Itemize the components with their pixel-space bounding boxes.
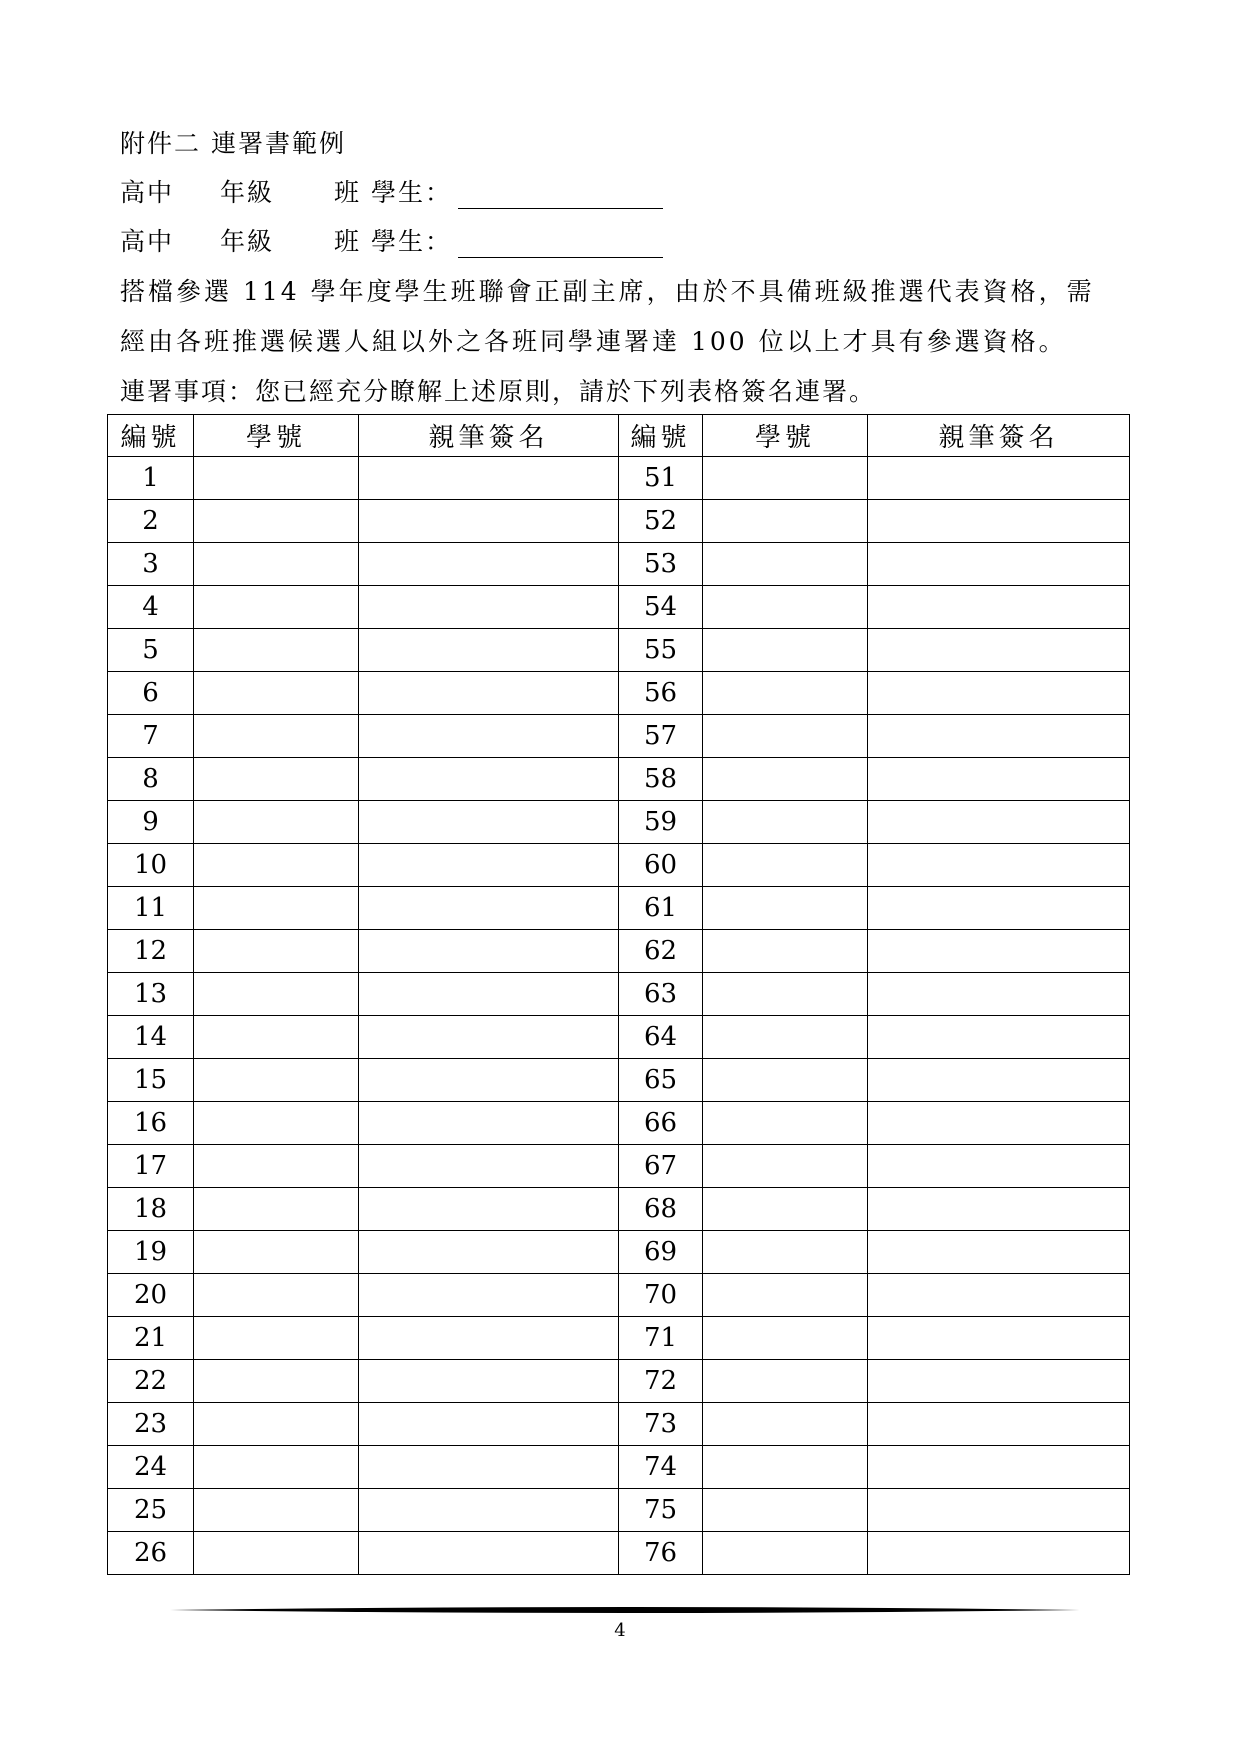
row-number: 22 [108,1360,194,1403]
student-id-cell[interactable] [703,1274,868,1317]
row-number: 18 [108,1188,194,1231]
signature-cell[interactable] [359,930,619,973]
row-number: 21 [108,1317,194,1360]
student-id-cell[interactable] [194,887,359,930]
student-id-cell[interactable] [703,457,868,500]
table-row [108,1317,1130,1360]
signature-cell[interactable] [868,930,1130,973]
table-row [108,1532,1130,1575]
row-number: 52 [619,500,703,543]
row-number: 67 [619,1145,703,1188]
signature-cell[interactable] [359,1317,619,1360]
signature-cell[interactable] [359,1489,619,1532]
table-row [108,1059,1130,1102]
row-number: 25 [108,1489,194,1532]
row-number: 11 [108,887,194,930]
row-number: 53 [619,543,703,586]
row-number: 13 [108,973,194,1016]
student-id-cell[interactable] [194,1231,359,1274]
signature-cell[interactable] [868,1446,1130,1489]
header-student-id: 學號 [194,415,359,457]
table-row [108,844,1130,887]
student-id-cell[interactable] [703,973,868,1016]
student-id-cell[interactable] [194,1489,359,1532]
student-line-2 [120,226,663,258]
paragraph-line-2: 經由各班推選候選人組以外之各班同學連署達 100 位以上才具有參選資格。 [120,327,1067,356]
row-number: 65 [619,1059,703,1102]
table-row [108,1102,1130,1145]
student-id-cell[interactable] [194,1317,359,1360]
signature-cell[interactable] [359,1145,619,1188]
student-id-cell[interactable] [194,672,359,715]
signature-cell[interactable] [359,629,619,672]
row-number: 7 [108,715,194,758]
signature-cell[interactable] [868,672,1130,715]
student-id-cell[interactable] [703,844,868,887]
row-number: 61 [619,887,703,930]
header-signature: 親筆簽名 [359,415,619,457]
signature-cell[interactable] [868,758,1130,801]
signature-cell[interactable] [868,1317,1130,1360]
student-id-cell[interactable] [703,758,868,801]
table-row [108,586,1130,629]
table-row [108,457,1130,500]
row-number: 55 [619,629,703,672]
table-row [108,801,1130,844]
row-number: 5 [108,629,194,672]
table-row [108,500,1130,543]
row-number: 3 [108,543,194,586]
header-number: 編號 [619,415,703,457]
signature-cell[interactable] [868,586,1130,629]
student-id-cell[interactable] [703,629,868,672]
student-label: 學生： [371,178,453,207]
student-id-cell[interactable] [703,887,868,930]
student-id-cell[interactable] [703,1446,868,1489]
student-label: 學生： [371,227,453,256]
signature-cell[interactable] [359,1403,619,1446]
row-number: 76 [619,1532,703,1575]
signature-cell[interactable] [868,1016,1130,1059]
signature-cell[interactable] [868,457,1130,500]
signature-cell[interactable] [359,1102,619,1145]
student-id-cell[interactable] [194,844,359,887]
row-number: 62 [619,930,703,973]
student-id-cell[interactable] [194,1446,359,1489]
row-number: 14 [108,1016,194,1059]
student-id-cell[interactable] [703,1489,868,1532]
student-id-cell[interactable] [703,1403,868,1446]
table-row [108,1489,1130,1532]
attachment-title: 附件二 連署書範例 [120,129,346,158]
signature-cell[interactable] [359,715,619,758]
student-id-cell[interactable] [194,500,359,543]
student-id-cell[interactable] [194,1403,359,1446]
student-id-cell[interactable] [703,1532,868,1575]
student-id-cell[interactable] [194,543,359,586]
signature-cell[interactable] [868,973,1130,1016]
signature-cell[interactable] [359,1360,619,1403]
signature-cell[interactable] [868,1231,1130,1274]
table-row [108,930,1130,973]
student-id-cell[interactable] [703,930,868,973]
student-id-cell[interactable] [703,715,868,758]
student-name-blank[interactable] [458,231,663,258]
row-number: 1 [108,457,194,500]
row-number: 56 [619,672,703,715]
table-row [108,1446,1130,1489]
student-id-cell[interactable] [194,1188,359,1231]
header-number: 編號 [108,415,194,457]
signature-cell[interactable] [359,1274,619,1317]
row-number: 8 [108,758,194,801]
row-number: 73 [619,1403,703,1446]
signature-cell[interactable] [359,1188,619,1231]
row-number: 68 [619,1188,703,1231]
table-row [108,1188,1130,1231]
row-number: 23 [108,1403,194,1446]
row-number: 15 [108,1059,194,1102]
table-row [108,715,1130,758]
signature-cell[interactable] [359,672,619,715]
student-id-cell[interactable] [194,930,359,973]
student-id-cell[interactable] [194,1360,359,1403]
signature-cell[interactable] [868,1188,1130,1231]
student-id-cell[interactable] [194,586,359,629]
signature-cell[interactable] [359,973,619,1016]
student-id-cell[interactable] [703,1188,868,1231]
table-row [108,1231,1130,1274]
row-number: 69 [619,1231,703,1274]
student-id-cell[interactable] [703,1145,868,1188]
student-id-cell[interactable] [194,1016,359,1059]
student-id-cell[interactable] [703,586,868,629]
student-id-cell[interactable] [194,1532,359,1575]
signature-cell[interactable] [868,1102,1130,1145]
signature-cell[interactable] [868,1403,1130,1446]
row-number: 6 [108,672,194,715]
header-signature: 親筆簽名 [868,415,1130,457]
row-number: 59 [619,801,703,844]
row-number: 12 [108,930,194,973]
table-row [108,1403,1130,1446]
student-name-blank[interactable] [458,182,663,209]
row-number: 24 [108,1446,194,1489]
signature-cell[interactable] [868,543,1130,586]
row-number: 70 [619,1274,703,1317]
signature-cell[interactable] [359,543,619,586]
student-id-cell[interactable] [703,1317,868,1360]
signature-cell[interactable] [868,500,1130,543]
row-number: 66 [619,1102,703,1145]
student-id-cell[interactable] [194,1102,359,1145]
student-id-cell[interactable] [703,1016,868,1059]
grade-label: 年級 [220,227,275,256]
student-id-cell[interactable] [194,715,359,758]
signature-cell[interactable] [359,1016,619,1059]
student-id-cell[interactable] [703,672,868,715]
signature-cell[interactable] [359,887,619,930]
signature-notice: 連署事項：您已經充分瞭解上述原則，請於下列表格簽名連署。 [120,377,877,406]
student-id-cell[interactable] [194,457,359,500]
table-row [108,1145,1130,1188]
class-label: 班 [334,227,362,256]
signature-cell[interactable] [359,758,619,801]
signature-cell[interactable] [868,1360,1130,1403]
row-number: 71 [619,1317,703,1360]
signature-cell[interactable] [359,1059,619,1102]
signature-cell[interactable] [868,1274,1130,1317]
row-number: 75 [619,1489,703,1532]
signature-cell[interactable] [359,1532,619,1575]
row-number: 10 [108,844,194,887]
table-header-row [108,415,1130,457]
row-number: 74 [619,1446,703,1489]
row-number: 54 [619,586,703,629]
row-number: 51 [619,457,703,500]
student-id-cell[interactable] [703,543,868,586]
signature-cell[interactable] [868,801,1130,844]
signature-cell[interactable] [359,457,619,500]
student-id-cell[interactable] [194,973,359,1016]
signature-cell[interactable] [359,844,619,887]
signature-cell[interactable] [359,500,619,543]
student-id-cell[interactable] [703,1102,868,1145]
student-line-1 [120,177,663,209]
class-label: 班 [334,178,362,207]
table-row [108,672,1130,715]
row-number: 4 [108,586,194,629]
row-number: 9 [108,801,194,844]
signature-cell[interactable] [868,887,1130,930]
signature-cell[interactable] [359,1231,619,1274]
row-number: 16 [108,1102,194,1145]
student-id-cell[interactable] [703,1231,868,1274]
signature-cell[interactable] [868,1145,1130,1188]
table-row [108,1274,1130,1317]
row-number: 20 [108,1274,194,1317]
footer-rule [170,1606,1080,1614]
school-label: 高中 [120,227,175,256]
table-row [108,1016,1130,1059]
header-student-id: 學號 [703,415,868,457]
student-id-cell[interactable] [703,1360,868,1403]
school-label: 高中 [120,178,175,207]
row-number: 2 [108,500,194,543]
student-id-cell[interactable] [194,801,359,844]
student-id-cell[interactable] [703,500,868,543]
row-number: 60 [619,844,703,887]
page-number: 4 [614,1620,626,1641]
row-number: 72 [619,1360,703,1403]
student-id-cell[interactable] [703,801,868,844]
signature-cell[interactable] [868,844,1130,887]
student-id-cell[interactable] [194,1145,359,1188]
student-id-cell[interactable] [703,1059,868,1102]
signature-cell[interactable] [868,715,1130,758]
student-id-cell[interactable] [194,629,359,672]
grade-label: 年級 [220,178,275,207]
row-number: 64 [619,1016,703,1059]
signature-cell[interactable] [868,629,1130,672]
table-row [108,1360,1130,1403]
row-number: 63 [619,973,703,1016]
row-number: 57 [619,715,703,758]
student-id-cell[interactable] [194,758,359,801]
signature-cell[interactable] [359,1446,619,1489]
table-row [108,543,1130,586]
signature-cell[interactable] [359,586,619,629]
row-number: 58 [619,758,703,801]
table-row [108,629,1130,672]
signature-cell[interactable] [868,1532,1130,1575]
signature-cell[interactable] [868,1489,1130,1532]
row-number: 26 [108,1532,194,1575]
signature-cell[interactable] [868,1059,1130,1102]
paragraph-line-1: 搭檔參選 114 學年度學生班聯會正副主席，由於不具備班級推選代表資格，需 [120,277,1095,306]
student-id-cell[interactable] [194,1274,359,1317]
table-row [108,973,1130,1016]
table-row [108,758,1130,801]
row-number: 17 [108,1145,194,1188]
signature-table [107,414,1130,1575]
signature-cell[interactable] [359,801,619,844]
student-id-cell[interactable] [194,1059,359,1102]
table-row [108,887,1130,930]
row-number: 19 [108,1231,194,1274]
